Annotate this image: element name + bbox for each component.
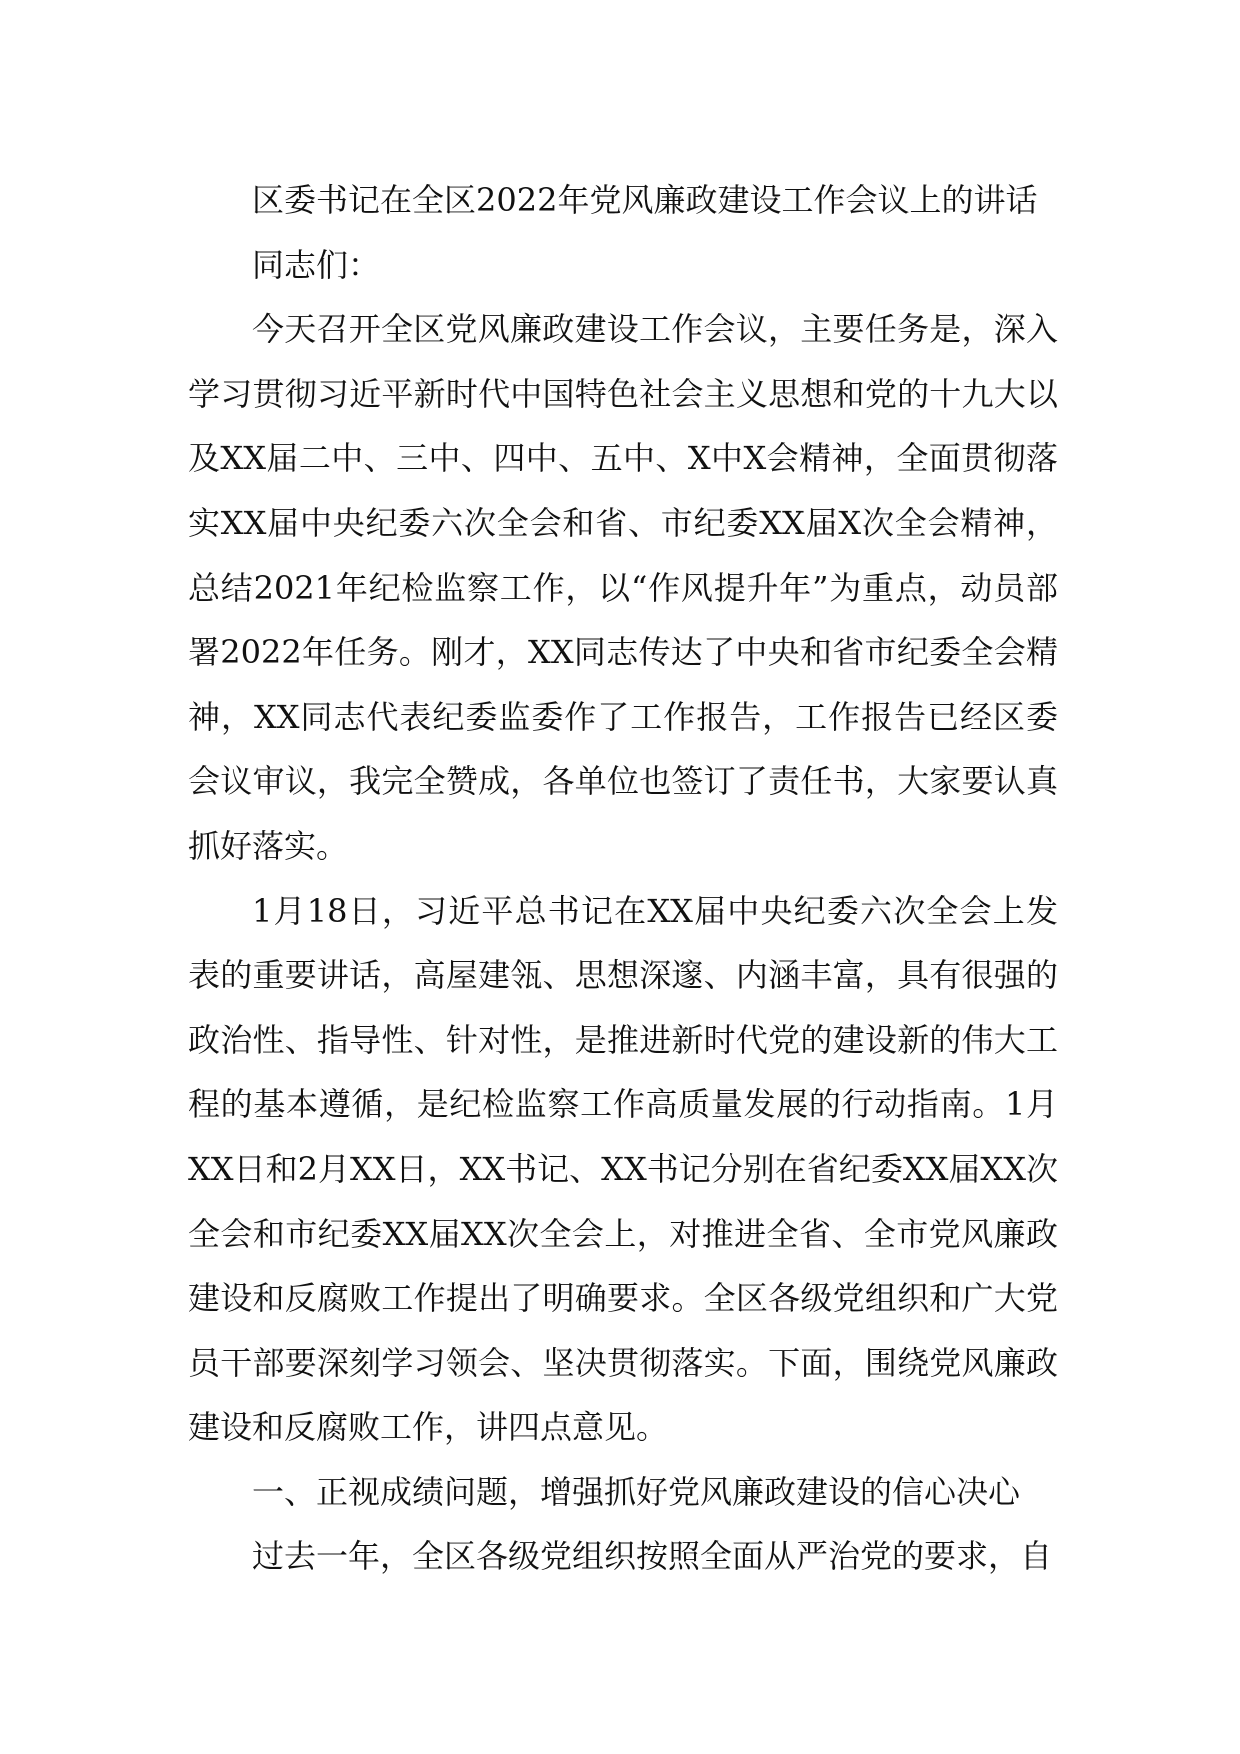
- section-heading: 一、正视成绩问题，增强抓好党风廉政建设的信心决心: [252, 1472, 1021, 1511]
- document-body: [188, 168, 1058, 1589]
- section-paragraph: 过去一年，全区各级党组织按照全面从严治党的要求，自: [252, 1537, 1053, 1576]
- salutation: 同志们：: [252, 245, 381, 284]
- body-paragraph-1: 今天召开全区党风廉政建设工作会议，主要任务是，深入学习贯彻习近平新时代中国特色社会主义思想和党的十九大以及XX届二中、三中、四中、五中、X中X会精神，全面贯彻落实XX届中央纪委六次全会和省、市纪委XX届X次全会精神，总结2021年纪检监察工作，以“作风提升年”为重点，动员部署2022年任务。刚才，XX同志传达了中央和省市纪委全会精神，XX同志代表纪委监委作了工作报告，工作报告已经区委会议审议，我完全赞成，各单位也签订了责任书，大家要认真抓好落实。: [188, 310, 1058, 865]
- body-paragraph-2: 1月18日，习近平总书记在XX届中央纪委六次全会上发表的重要讲话，高屋建瓴、思想深邃、内涵丰富，具有很强的政治性、指导性、针对性，是推进新时代党的建设新的伟大工程的基本遵循，是纪检监察工作高质量发展的行动指南。1月XX日和2月XX日，XX书记、XX书记分别在省纪委XX届XX次全会和市纪委XX届XX次全会上，对推进全省、全市党风廉政建设和反腐败工作提出了明确要求。全区各级党组织和广大党员干部要深刻学习领会、坚决贯彻落实。下面，围绕党风廉政建设和反腐败工作，讲四点意见。: [188, 891, 1058, 1447]
- document-title: 区委书记在全区2022年党风廉政建设工作会议上的讲话: [252, 181, 1038, 219]
